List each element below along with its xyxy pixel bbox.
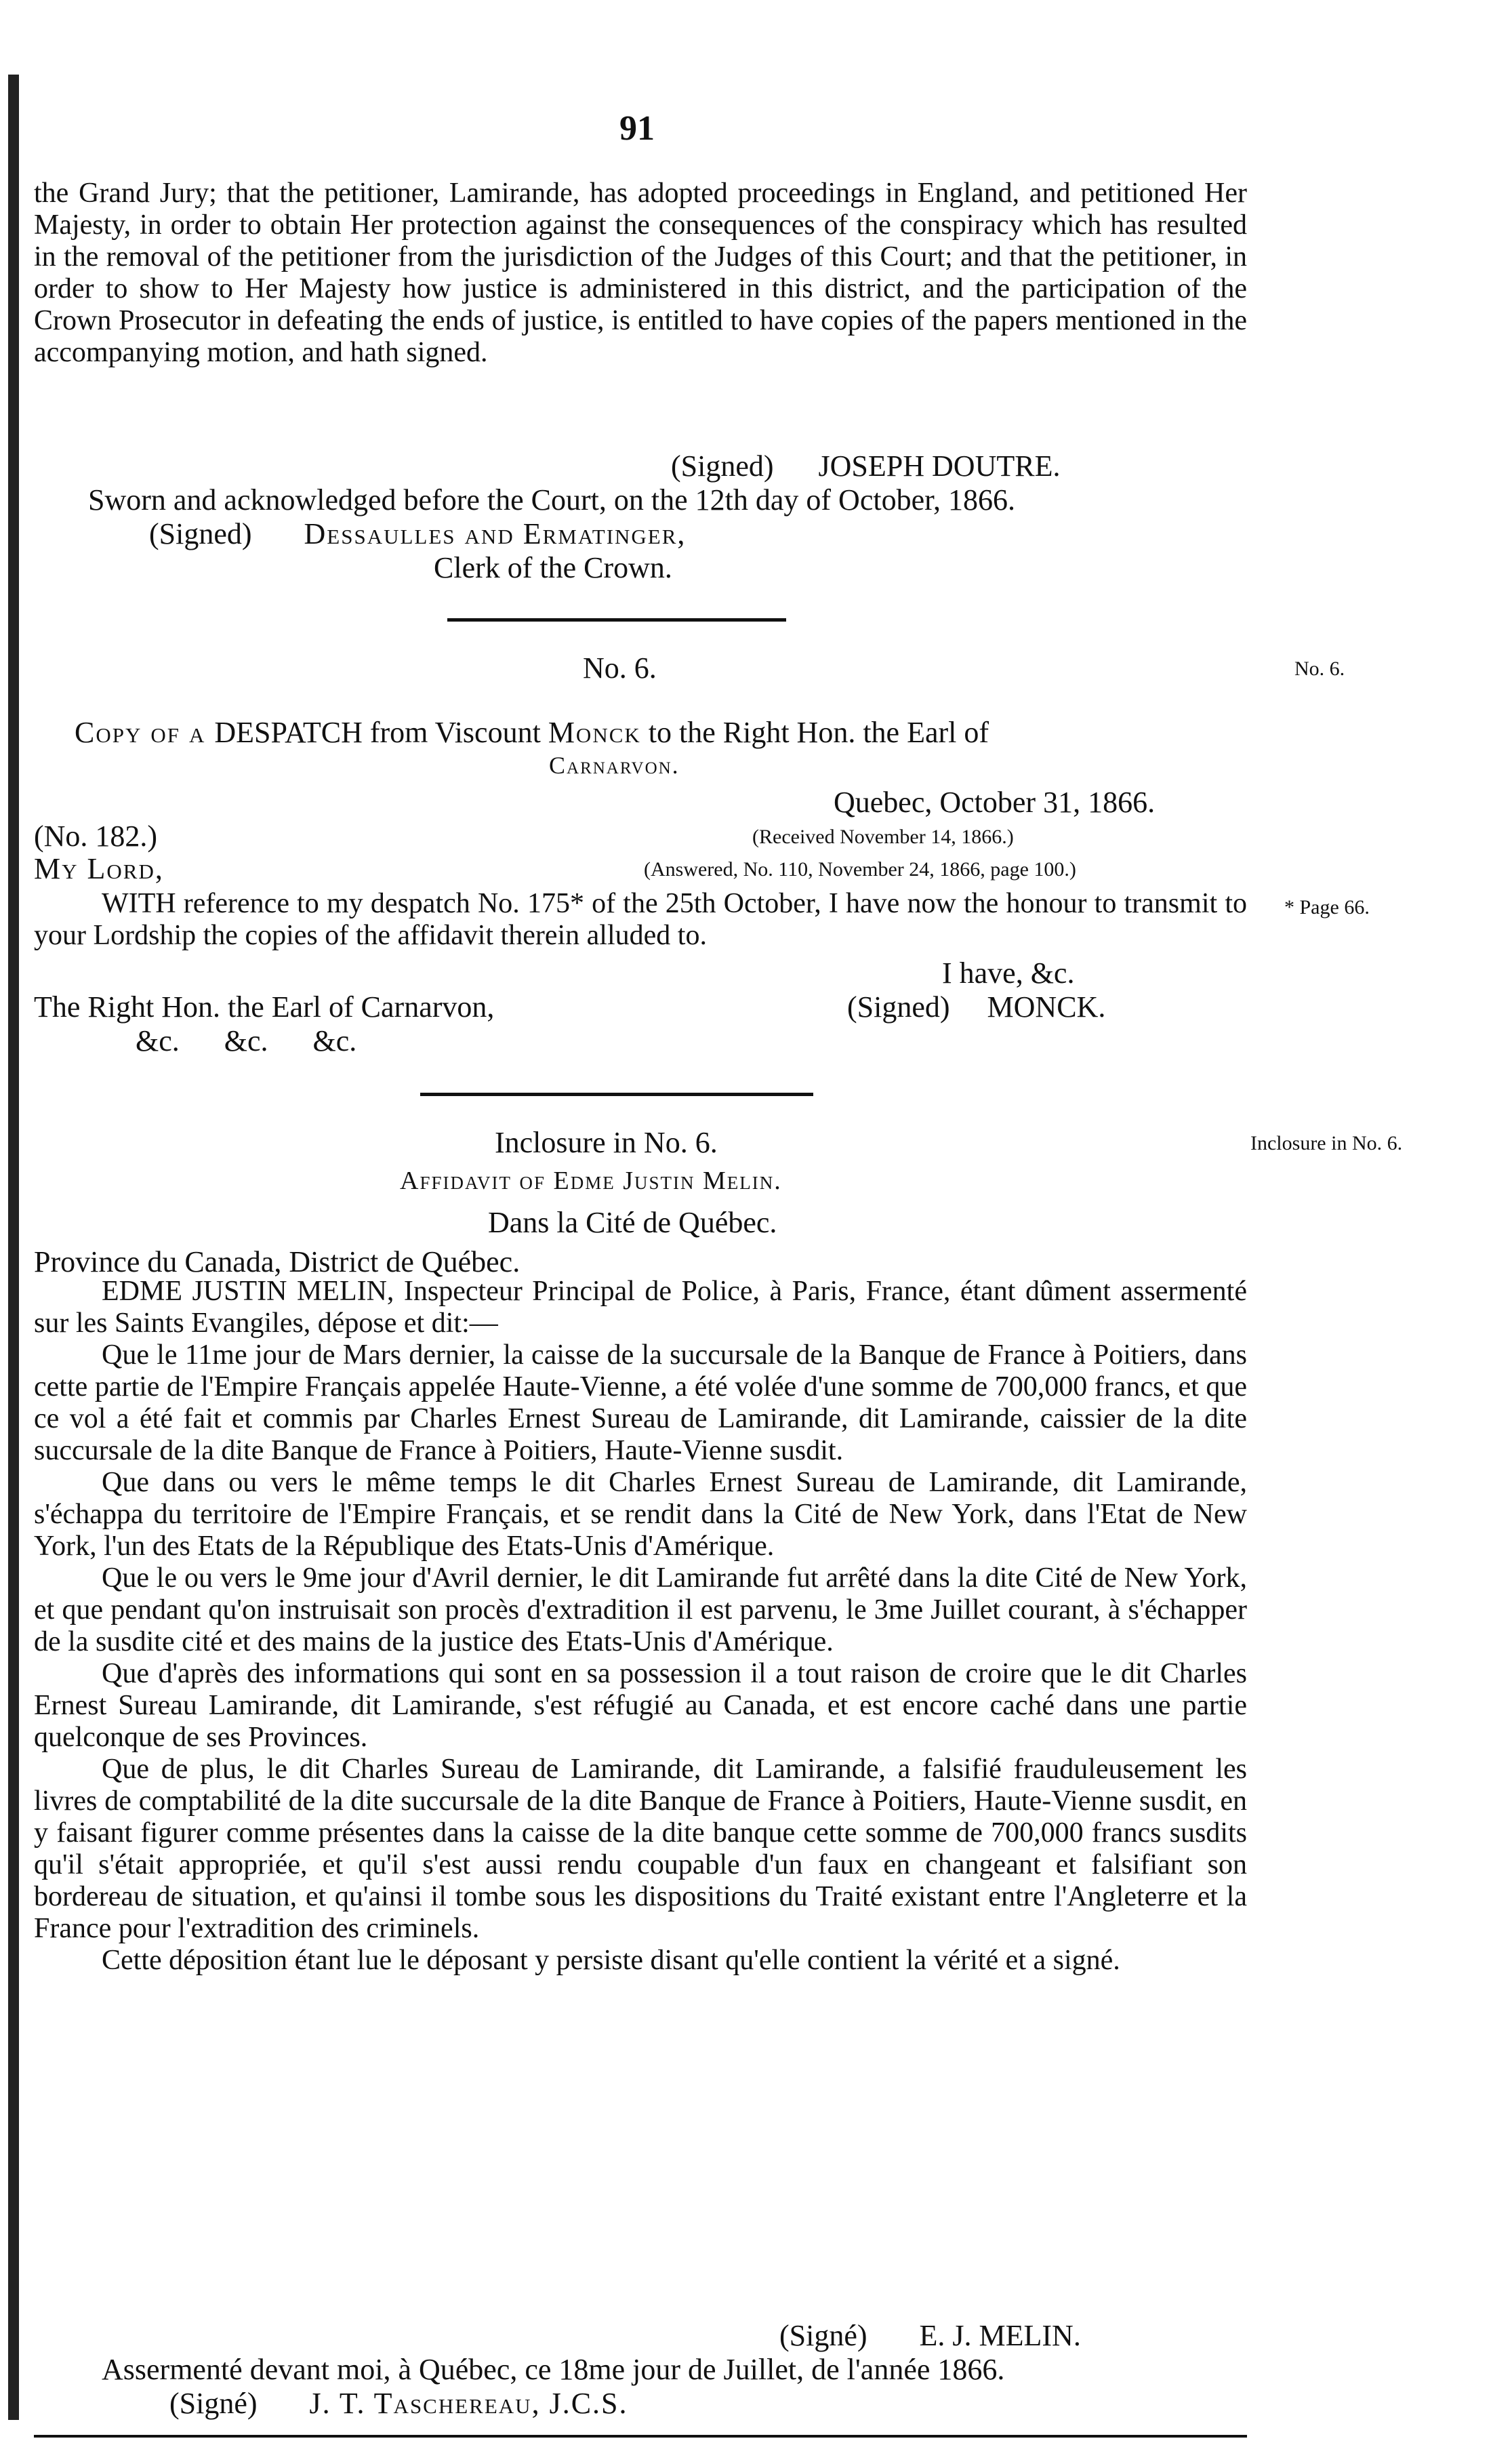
despatch-addressee: The Right Hon. the Earl of Carnarvon, — [34, 990, 495, 1024]
signed-label: (Signed) — [149, 517, 252, 550]
judge-signature: (Signé) J. T. Taschereau, J.C.S. — [169, 2387, 628, 2420]
received-note: (Received November 14, 1866.) — [752, 826, 1014, 848]
despatch-etc: &c. &c. &c. — [136, 1024, 357, 1057]
despatch-title-recipient: Carnarvon. — [549, 752, 680, 779]
inclosure-heading: Inclosure in No. 6. — [495, 1126, 718, 1159]
affidavit-body — [34, 1276, 1247, 1977]
bottom-rule — [34, 2435, 1247, 2438]
signed-label: (Signed) — [671, 449, 774, 483]
affidavit-paragraph: Que d'après des informations qui sont en sa possession il a tout raison de croire que le dit Charles Ernest Sureau Lamirande, dit Lamirande, s'est réfugié au Canada, et est encore caché dans une partie quelconque de ses Provinces. — [34, 1658, 1247, 1753]
affidavit-province: Province du Canada, District de Québec. — [34, 1245, 520, 1278]
clerk-name: Dessaulles and Ermatinger, — [304, 517, 687, 550]
despatch-margin-label: No. 6. — [1294, 658, 1345, 680]
affidavit-paragraph: Que de plus, le dit Charles Sureau de Lamirande, dit Lamirande, a falsifié frauduleusement les livres de comptabilité de la dite succursale de la dite Banque de France à Poitiers, Haute-Vienne susdit, en y faisant figurer comme présentes dans la caisse de la dite banque cette somme de 700,000 francs susdits qu'il s'était appropriée, et qu'il s'est aussi rendu coupable d'un faux en changeant et falsifiant son bordereau de situation, et qu'ainsi il tombe sous les dispositions du Traité existant entre l'Angleterre et la France pour l'extradition des criminels. — [34, 1754, 1247, 1944]
despatch-date: Quebec, October 31, 1866. — [834, 786, 1156, 819]
petition-paragraph: the Grand Jury; that the petitioner, Lamirande, has adopted proceedings in England, and petitioned Her Majesty, in order to obtain Her protection against the consequences of the conspiracy which has resulted in the removal of the petitioner from the jurisdiction of the Judges of this Court; and that the petitioner, in order to show to Her Majesty how justice is administered in this district, and the participation of the Crown Prosecutor in defeating the ends of justice, is entitled to have copies of the papers mentioned in the accompanying motion, and hath signed. — [34, 178, 1247, 368]
despatch-body: WITH reference to my despatch No. 175* of the 25th October, I have now the honour to transmit to your Lordship the copies of the affidavit therein alluded to. — [34, 888, 1247, 951]
affidavit-paragraph: Que le 11me jour de Mars dernier, la caisse de la succursale de la Banque de France à Poitiers, dans cette partie de l'Empire Français appelée Haute-Vienne, a été volée d'une somme de 700,000 francs, et que ce vol a été fait et commis par Charles Ernest Sureau de Lamirande, dit Lamirande, caissier de la dite succursale de la dite Banque de France à Poitiers, Haute-Vienne susdit. — [34, 1339, 1247, 1466]
despatch-heading: No. 6. — [583, 651, 657, 685]
clerk-title: Clerk of the Crown. — [434, 551, 672, 584]
affidavit-paragraph: Que le ou vers le 9me jour d'Avril dernier, le dit Lamirande fut arrêté dans la dite Cité de New York, et que pendant qu'on instruisait son procès d'extradition il est parvenu, le 3me Juillet courant, à s'échapper de la susdite cité et des mains de la justice des Etats-Unis d'Amérique. — [34, 1562, 1247, 1657]
affidavit-location: Dans la Cité de Québec. — [488, 1206, 777, 1239]
affidavit-paragraph: Cette déposition étant lue le déposant y persiste disant qu'elle contient la vérité et a signé. — [102, 1945, 1120, 1976]
signer-name: JOSEPH DOUTRE. — [818, 449, 1061, 483]
melin-signature: (Signé) E. J. MELIN. — [779, 2319, 1081, 2352]
affidavit-paragraph: Que dans ou vers le même temps le dit Charles Ernest Sureau de Lamirande, dit Lamirande, s'échappa du territoire de l'Empire Français, et se rendit dans la Cité de New York, dans l'Etat de New York, l'un des Etats de la République des Etats-Unis d'Amérique. — [34, 1467, 1247, 1562]
inclosure-margin-label: Inclosure in No. 6. — [1250, 1132, 1403, 1154]
clerk-signature — [149, 517, 686, 551]
despatch-title: Copy of a DESPATCH from Viscount Monck to the Right Hon. the Earl of — [75, 716, 989, 749]
answered-note: (Answered, No. 110, November 24, 1866, page 100.) — [644, 858, 1076, 881]
doutre-signature — [671, 449, 1060, 483]
affidavit-title: Affidavit of Edme Justin Melin. — [400, 1167, 782, 1195]
affidavit-paragraph: EDME JUSTIN MELIN, Inspecteur Principal de Police, à Paris, France, étant dûment assermenté sur les Saints Evangiles, dépose et dit:— — [34, 1276, 1247, 1339]
affidavit-sworn-line: Assermenté devant moi, à Québec, ce 18me jour de Juillet, de l'année 1866. — [102, 2353, 1005, 2386]
despatch-closing: I have, &c. — [942, 956, 1075, 990]
page-footnote-margin: * Page 66. — [1284, 896, 1370, 918]
page-number: 91 — [619, 109, 655, 148]
despatch-number: (No. 182.) — [34, 820, 158, 853]
page-edge-shadow — [8, 75, 19, 2420]
monck-signature: (Signed) MONCK. — [847, 990, 1106, 1024]
section-divider — [447, 618, 786, 622]
sworn-line: Sworn and acknowledged before the Court, on the 12th day of October, 1866. — [88, 483, 1015, 517]
section-divider — [420, 1093, 813, 1096]
salutation: My Lord, — [34, 852, 164, 885]
